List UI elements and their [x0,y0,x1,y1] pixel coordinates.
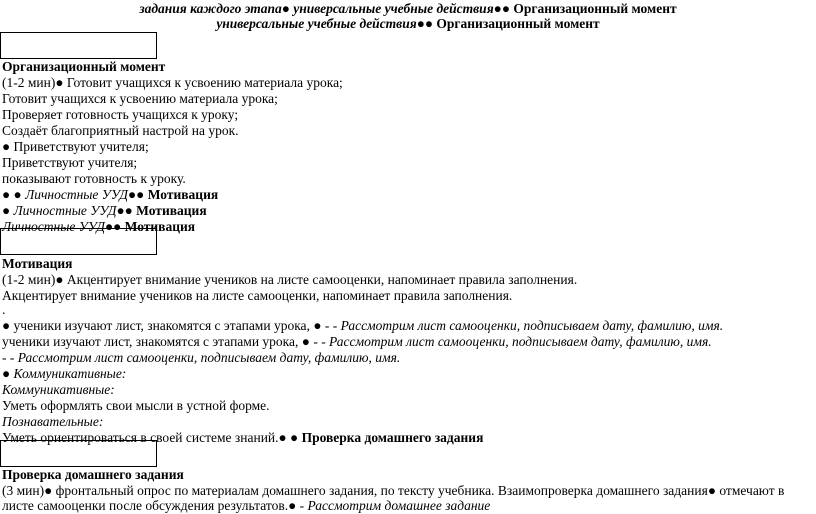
uud-line-2: ● Личностные УУД●● Мотивация [2,203,207,218]
header-uud-text: универсальные учебные действия [289,1,494,16]
consider-line: - - Рассмотрим лист самооценки, подписываем дату, фамилию, имя. [2,350,401,365]
org-greet-bullet: ● Приветствуют учителя; [2,139,149,154]
bullet-icon: ● [2,139,11,154]
motivation-dot: . [2,302,6,317]
header-line-1 [0,1,816,17]
header-org-moment-2: Организационный момент [433,16,600,31]
org-line-mood: Создаёт благоприятный настрой на урок. [2,123,239,138]
bullet-icon: ● [288,498,297,513]
bullet-icon: ● [290,430,299,445]
org-greet: Приветствуют учителя; [2,155,138,170]
bullet-icon: ● [501,1,510,16]
bullet-icon: ● [493,1,502,16]
empty-table-cell [0,228,157,255]
bullet-icon: ● [707,483,716,498]
section-title-motivation: Мотивация [2,256,73,271]
bullet-icon: ● [416,16,425,31]
header-stages-text: задания каждого этапа [139,1,282,16]
motivation-accent: Акцентирует внимание учеников на листе самооценки, напоминает правила заполнения. [2,288,513,303]
motivation-time-line: (1-2 мин)● Акцентирует внимание учеников на листе самооценки, напоминает правила заполнения. [2,272,578,287]
cognitive-label: Познавательные: [2,414,104,429]
org-time-line: (1-2 мин)● Готовит учащихся к усвоению материала урока; [2,75,343,90]
bullet-icon: ● [2,366,11,381]
express-line: Уметь оформлять свои мысли в устной форме. [2,398,270,413]
homework-line-1: (3 мин)● фронтальный опрос по материалам домашнего задания, по тексту учебника. Взаимопроверка домашнего задания● отмечают в [2,483,785,498]
empty-table-cell [0,32,157,59]
orient-line: Уметь ориентироваться в своей системе знаний.● ● Проверка домашнего задания [2,430,484,445]
bullet-icon: ● [424,16,433,31]
empty-table-cell [0,440,157,467]
section-title-org: Организационный момент [2,59,166,74]
header-org-moment: Организационный момент [509,1,677,16]
bullet-icon: ● [313,318,322,333]
bullet-icon: ● [128,187,137,202]
section-title-homework: Проверка домашнего задания [2,467,184,482]
homework-line-2: листе самооценки после обсуждения результатов.● - Рассмотрим домашнее задание [2,498,491,513]
communicative-label: Коммуникативные: [2,382,115,397]
org-show-ready: показывают готовность к уроку. [2,171,186,186]
bullet-icon: ● [44,483,53,498]
bullet-icon: ● [104,219,114,234]
bullet-icon: ● [278,430,287,445]
bullet-icon: ● [116,203,125,218]
students-line-2: ученики изучают лист, знакомятся с этапами урока, ● - - Рассмотрим лист самооценки, подписываем дату, фамилию, имя. [2,334,712,349]
header-uud-text-2: универсальные учебные действия [216,16,417,31]
header-line-2 [0,16,816,32]
students-line-1: ● ученики изучают лист, знакомятся с этапами урока, ● - - Рассмотрим лист самооценки, подписываем дату, фамилию, имя. [2,318,724,333]
bullet-icon: ● [281,1,290,16]
bullet-icon: ● [136,187,145,202]
bullet-icon: ● [2,187,11,202]
communicative-bullet: ● Коммуникативные: [2,366,127,381]
bullet-icon: ● [55,272,64,287]
org-line-prepare: Готовит учащихся к усвоению материала урока; [2,91,278,106]
bullet-icon: ● [113,219,122,234]
bullet-icon: ● [124,203,133,218]
uud-line-3: Личностные УУД●● Мотивация [2,219,196,234]
uud-line-1: ● ● Личностные УУД●● Мотивация [2,187,219,202]
bullet-icon: ● [2,318,11,333]
bullet-icon: ● [301,334,310,349]
org-line-check: Проверяет готовность учащихся к уроку; [2,107,239,122]
bullet-icon: ● [13,187,22,202]
bullet-icon: ● [55,75,64,90]
bullet-icon: ● [2,203,11,218]
